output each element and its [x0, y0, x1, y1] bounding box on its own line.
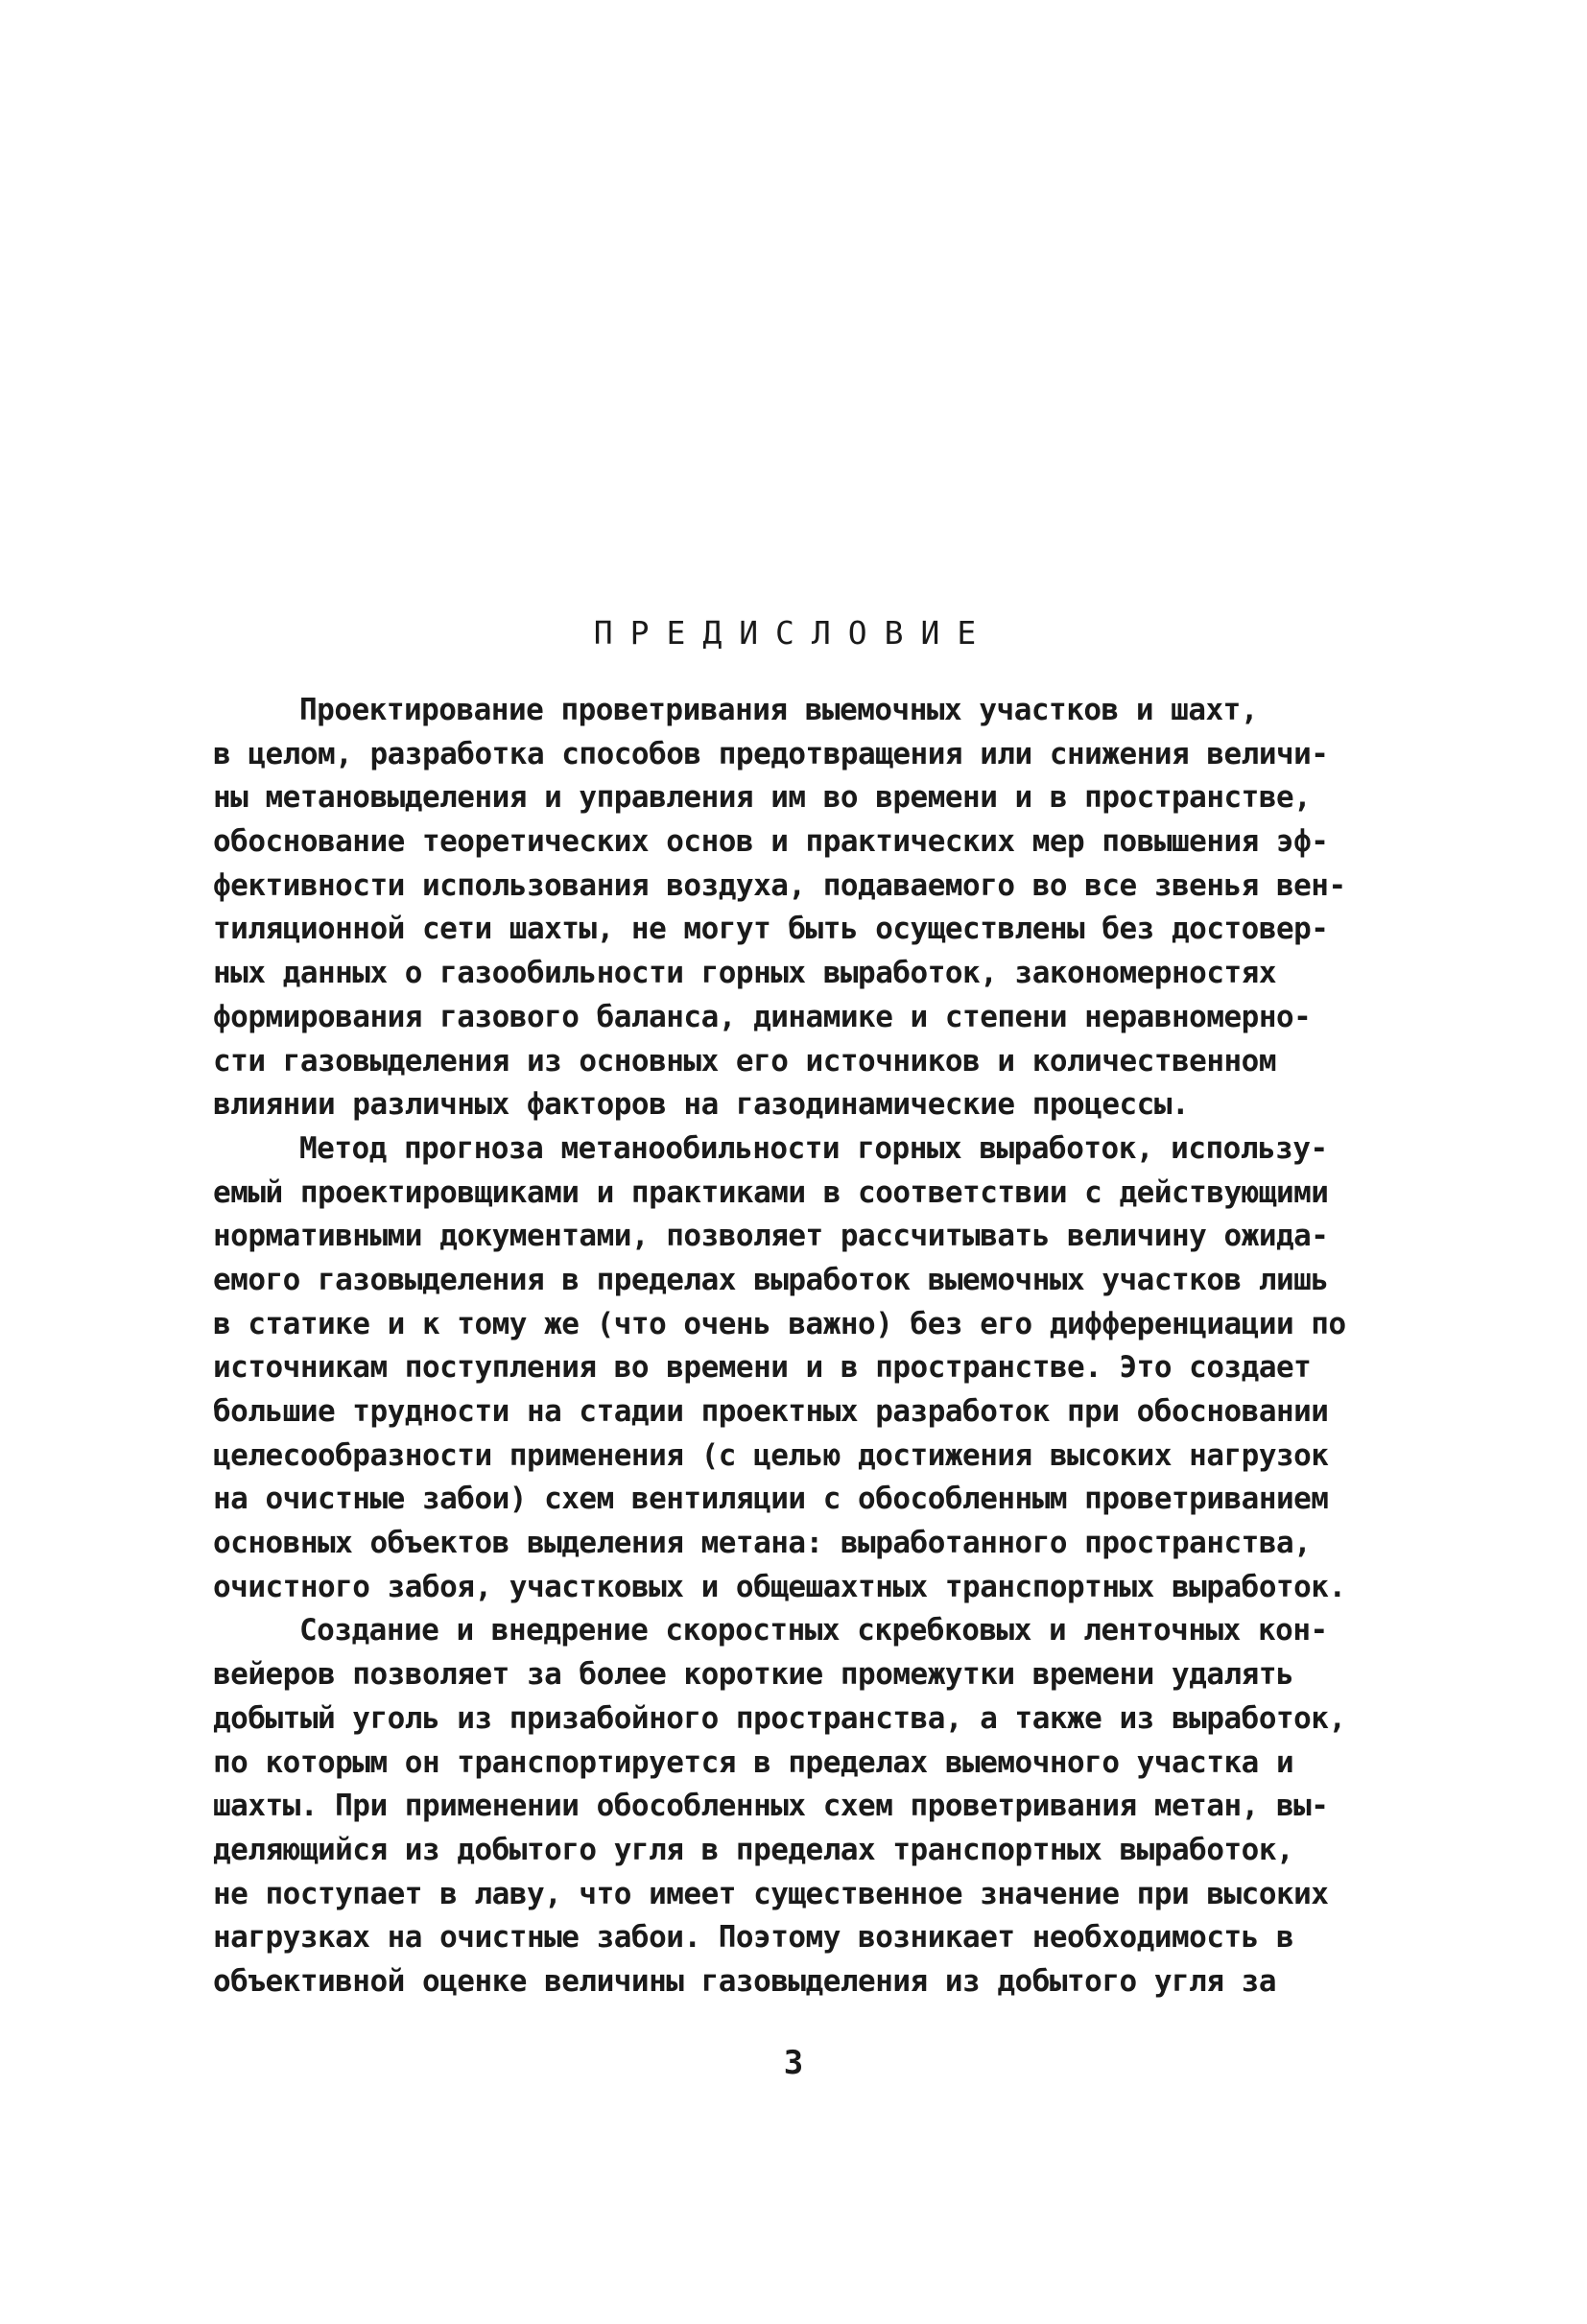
text-line: очистного забоя, участковых и общешахтных транспортных выработок. — [213, 1569, 1346, 1604]
text-line: не поступает в лаву, что имеет существенное значение при высоких — [213, 1876, 1329, 1911]
text-line: тиляционной сети шахты, не могут быть осуществлены без достовер- — [213, 912, 1329, 947]
paragraph-3 — [213, 1609, 1393, 2004]
text-line: большие трудности на стадии проектных разработок при обосновании — [213, 1394, 1329, 1429]
page-heading: ПРЕДИСЛОВИЕ — [593, 614, 994, 652]
text-line: Проектирование проветривания выемочных участков и шахт, — [299, 693, 1258, 727]
text-line: нагрузках на очистные забои. Поэтому возникает необходимость в — [213, 1920, 1294, 1956]
text-line: целесообразности применения (с целью достижения высоких нагрузок — [213, 1437, 1329, 1473]
text-line: влиянии различных факторов на газодинамические процессы. — [213, 1087, 1190, 1123]
paragraph-1 — [213, 689, 1393, 1127]
paragraph-2 — [213, 1127, 1393, 1610]
text-line: деляющийся из добытого угля в пределах транспортных выработок, — [213, 1832, 1294, 1867]
text-line: источникам поступления во времени и в пространстве. Это создает — [213, 1350, 1312, 1386]
text-line: вейеров позволяет за более короткие промежутки времени удалять — [213, 1657, 1294, 1693]
text-line: шахты. При применении обособленных схем проветривания метан, вы- — [213, 1789, 1329, 1824]
body-text — [213, 689, 1393, 2004]
text-line: сти газовыделения из основных его источников и количественном — [213, 1043, 1276, 1079]
text-line: емого газовыделения в пределах выработок выемочных участков лишь — [213, 1262, 1329, 1297]
text-line: обоснование теоретических основ и практических мер повышения эф- — [213, 824, 1329, 860]
text-line: на очистные забои) схем вентиляции с обособленным проветриванием — [213, 1482, 1329, 1517]
text-line: по которым он транспортируется в пределах выемочного участка и — [213, 1744, 1294, 1780]
text-line: в статике и к тому же (что очень важно) без его дифференциации по — [213, 1306, 1346, 1341]
text-line: в целом, разработка способов предотвращения или снижения величи- — [213, 736, 1329, 771]
text-line: объективной оценке величины газовыделения из добытого угля за — [213, 1963, 1276, 1999]
text-line: Метод прогноза метанообильности горных выработок, использу- — [299, 1130, 1328, 1166]
text-line: добытый уголь из призабойного пространства, а также из выработок, — [213, 1700, 1346, 1736]
page-number: 3 — [783, 2044, 804, 2082]
text-line: ны метановыделения и управления им во времени и в пространстве, — [213, 780, 1312, 816]
text-line: основных объектов выделения метана: выработанного пространства, — [213, 1526, 1312, 1561]
text-line: фективности использования воздуха, подаваемого во все звенья вен- — [213, 867, 1346, 903]
text-line: емый проектировщиками и практиками в соответствии с действующими — [213, 1174, 1329, 1210]
text-line: Создание и внедрение скоростных скребковых и ленточных кон- — [299, 1613, 1328, 1648]
text-line: ных данных о газообильности горных выработок, закономерностях — [213, 956, 1276, 991]
text-line: формирования газового баланса, динамике и степени неравномерно- — [213, 999, 1312, 1034]
text-line: нормативными документами, позволяет рассчитывать величину ожида- — [213, 1219, 1329, 1254]
